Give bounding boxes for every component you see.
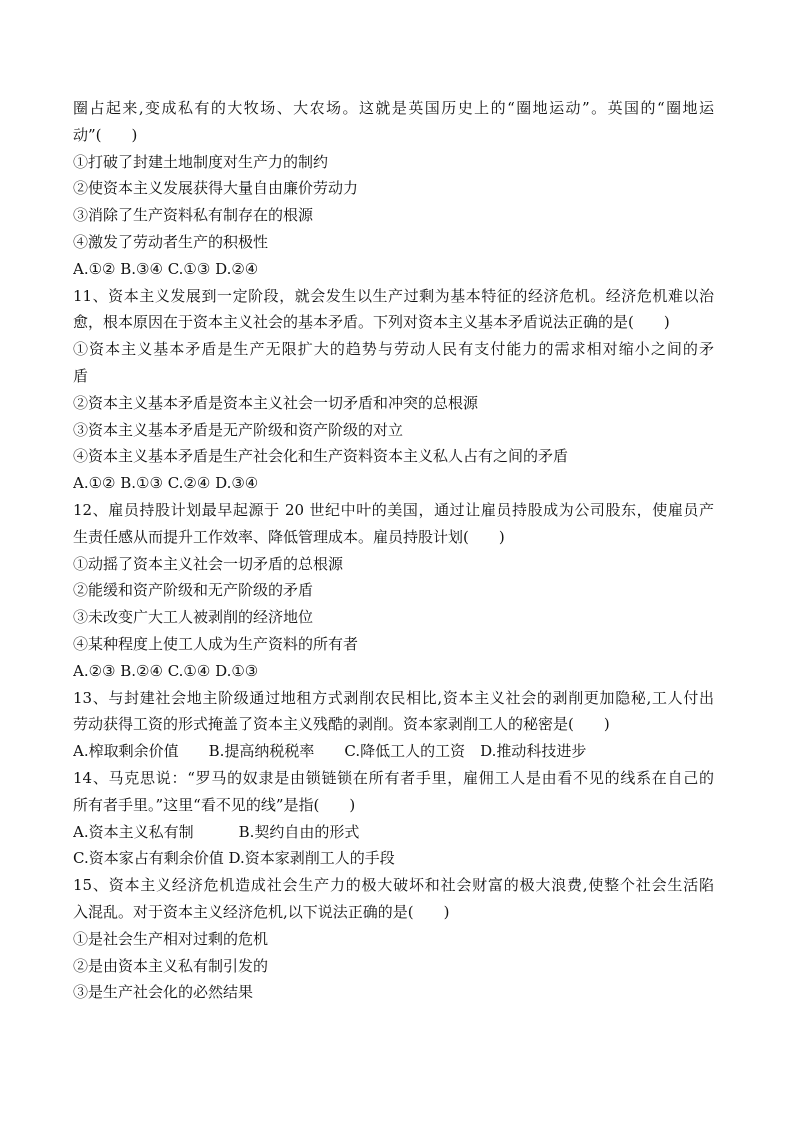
- text-line: 盾: [73, 366, 89, 385]
- text-line: C.资本家占有剩余价值 D.资本家剥削工人的手段: [73, 849, 395, 868]
- text-line: 动”( ): [73, 125, 138, 144]
- text-line: ③消除了生产资料私有制存在的根源: [73, 206, 314, 225]
- text-line: ②资本主义基本矛盾是资本主义社会一切矛盾和冲突的总根源: [73, 393, 479, 412]
- text-line: 劳动获得工资的形式掩盖了资本主义残酷的剥削。资本家剥削工人的秘密是( ): [73, 715, 610, 734]
- text-line: ④激发了劳动者生产的积极性: [73, 232, 269, 251]
- text-line: 15、资本主义经济危机造成社会生产力的极大破坏和社会财富的极大浪费,使整个社会生活陷: [73, 876, 714, 895]
- text-line: 11、资本主义发展到一定阶段，就会发生以生产过剩为基本特征的经济危机。经济危机难以治: [73, 286, 714, 305]
- text-line: ④资本主义基本矛盾是生产社会化和生产资料资本主义私人占有之间的矛盾: [73, 447, 569, 466]
- text-line: ③是生产社会化的必然结果: [73, 983, 254, 1002]
- text-line: ②能缓和资产阶级和无产阶级的矛盾: [73, 581, 314, 600]
- text-line: 13、与封建社会地主阶级通过地租方式剥削农民相比,资本主义社会的剥削更加隐秘,工人付出: [73, 688, 714, 707]
- text-line: A.榨取剩余价值 B.提高纳税税率 C.降低工人的工资 D.推动科技进步: [73, 742, 587, 761]
- text-line: 14、马克思说：“罗马的奴隶是由锁链锁在所有者手里，雇佣工人是由看不见的线系在自己的: [73, 768, 714, 787]
- text-line: 所有者手里。”这里“看不见的线”是指( ): [73, 795, 356, 814]
- text-line: ①资本主义基本矛盾是生产无限扩大的趋势与劳动人民有支付能力的需求相对缩小之间的矛: [73, 340, 714, 359]
- text-line: ①动摇了资本主义社会一切矛盾的总根源: [73, 554, 344, 573]
- text-line: 生责任感从而提升工作效率、降低管理成本。雇员持股计划( ): [73, 527, 505, 546]
- text-line: A.①② B.①③ C.②④ D.③④: [73, 474, 259, 493]
- text-line: ①是社会生产相对过剩的危机: [73, 929, 269, 948]
- text-line: ②是由资本主义私有制引发的: [73, 956, 269, 975]
- text-line: ①打破了封建土地制度对生产力的制约: [73, 152, 329, 171]
- text-line: ②使资本主义发展获得大量自由廉价劳动力: [73, 179, 359, 198]
- text-line: ④某种程度上使工人成为生产资料的所有者: [73, 634, 359, 653]
- text-line: 12、雇员持股计划最早起源于 20 世纪中叶的美国，通过让雇员持股成为公司股东，使雇员产: [73, 500, 714, 519]
- text-line: A.①② B.③④ C.①③ D.②④: [73, 259, 259, 278]
- text-line: 圈占起来,变成私有的大牧场、大农场。这就是英国历史上的“圈地运动”。英国的“圈地运: [73, 99, 714, 117]
- text-line: ③未改变广大工人被剥削的经济地位: [73, 608, 314, 627]
- text-line: ③资本主义基本矛盾是无产阶级和资产阶级的对立: [73, 420, 404, 439]
- text-line: 入混乱。对于资本主义经济危机,以下说法正确的是( ): [73, 902, 450, 921]
- text-line: A.资本主义私有制 B.契约自由的形式: [73, 822, 360, 841]
- text-line: 愈，根本原因在于资本主义社会的基本矛盾。下列对资本主义基本矛盾说法正确的是( ): [73, 313, 670, 332]
- document-body: [73, 95, 714, 1006]
- text-line: A.②③ B.②④ C.①④ D.①③: [73, 661, 259, 680]
